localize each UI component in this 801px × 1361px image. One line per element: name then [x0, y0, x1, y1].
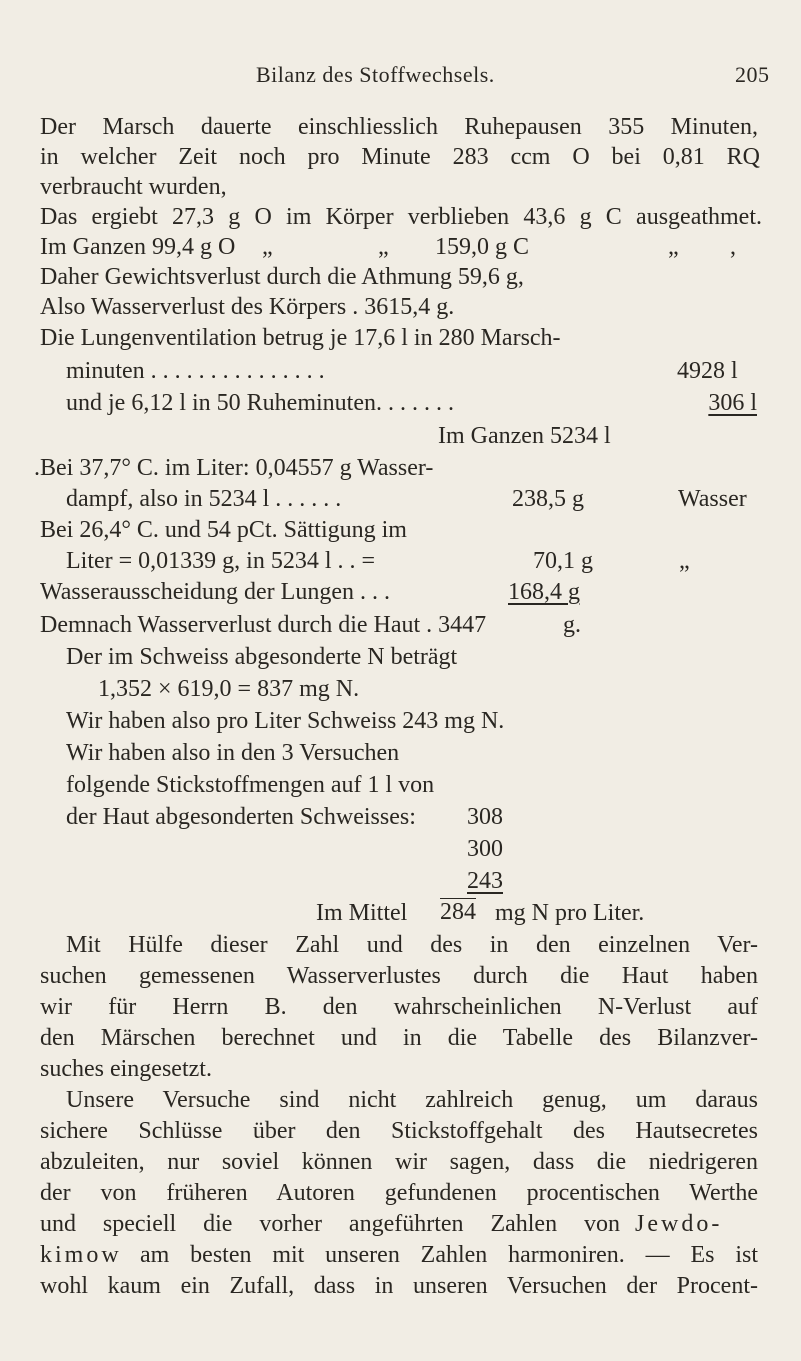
- line-text: g.: [563, 612, 581, 638]
- line-text: sichere Schlüsse über den Stickstoffgehalt des Hautsecretes: [40, 1118, 758, 1144]
- line-text: Der Marsch dauerte einschliesslich Ruhepausen 355 Minuten,: [40, 114, 758, 140]
- line-text: 159,0 g C: [435, 234, 530, 260]
- line-text: verbraucht wurden,: [40, 174, 227, 200]
- line-text: Im Ganzen 99,4 g O: [40, 234, 236, 260]
- line-text: Im Ganzen 5234 l: [438, 423, 611, 449]
- line-value: 243: [467, 868, 503, 894]
- line-text: Mit Hülfe dieser Zahl und des in den einzelnen Ver-: [66, 932, 758, 958]
- line-text: Also Wasserverlust des Körpers . 3615,4 g.: [40, 294, 455, 320]
- line-text: 1,352 × 619,0 = 837 mg N.: [98, 676, 360, 702]
- line-text: Unsere Versuche sind nicht zahlreich genug, um daraus: [66, 1087, 758, 1113]
- line-value: 4928 l: [677, 358, 738, 384]
- line-text: ,: [730, 234, 736, 260]
- line-text: mg N pro Liter.: [495, 900, 645, 926]
- line-text: am besten mit unseren Zahlen harmoniren. — Es ist: [140, 1242, 758, 1268]
- line-value: 168,4 g: [508, 579, 580, 605]
- author-name: kimow: [40, 1242, 122, 1268]
- line-text: folgende Stickstoffmengen auf 1 l von: [66, 772, 435, 798]
- text-line: [0, 1271, 801, 1361]
- line-text: dampf, also in 5234 l . . . . . .: [66, 486, 342, 512]
- line-value: 70,1 g: [533, 548, 593, 574]
- line-value: 308: [467, 804, 503, 830]
- line-text: Wir haben also pro Liter Schweiss 243 mg N.: [66, 708, 505, 734]
- ditto-mark: „: [378, 234, 389, 260]
- ditto-mark: „: [679, 548, 690, 574]
- line-text: in welcher Zeit noch pro Minute 283 ccm O bei 0,81 RQ: [40, 144, 760, 170]
- line-text: Demnach Wasserverlust durch die Haut . 3447: [40, 612, 487, 638]
- line-text: Wir haben also in den 3 Versuchen: [66, 740, 400, 766]
- line-value: 284: [440, 899, 476, 925]
- line-value: 300: [467, 836, 503, 862]
- line-text: Das ergiebt 27,3 g O im Körper verblieben 43,6 g C ausgeathmet.: [40, 204, 762, 230]
- page-number: 205: [735, 62, 770, 87]
- line-text: .Bei 37,7° C. im Liter: 0,04557 g Wasser-: [34, 455, 434, 481]
- line-text: Daher Gewichtsverlust durch die Athmung 59,6 g,: [40, 264, 524, 290]
- ditto-mark: „: [262, 234, 273, 260]
- line-text: Bei 26,4° C. und 54 pCt. Sättigung im: [40, 517, 407, 543]
- line-text: der Haut abgesonderten Schweisses:: [66, 804, 416, 830]
- line-text: Die Lungenventilation betrug je 17,6 l in 280 Marsch-: [40, 325, 561, 351]
- line-text: den Märschen berechnet und in die Tabelle des Bilanzver-: [40, 1025, 758, 1051]
- line-value: 306 l: [708, 390, 757, 416]
- line-text: wohl kaum ein Zufall, dass in unseren Versuchen der Procent-: [40, 1273, 758, 1299]
- line-text: Wasser: [678, 486, 747, 512]
- author-name: Jewdo-: [635, 1211, 723, 1237]
- line-text: und je 6,12 l in 50 Ruheminuten. . . . . . .: [66, 390, 454, 416]
- line-text: Liter = 0,01339 g, in 5234 l . . =: [66, 548, 376, 574]
- line-text: suches eingesetzt.: [40, 1056, 212, 1082]
- line-text: suchen gemessenen Wasserverlustes durch die Haut haben: [40, 963, 758, 989]
- line-text: der von früheren Autoren gefundenen procentischen Werthe: [40, 1180, 758, 1206]
- line-text: abzuleiten, nur soviel können wir sagen, dass die niedrigeren: [40, 1149, 758, 1175]
- line-value: 238,5 g: [512, 486, 584, 512]
- ditto-mark: „: [668, 234, 679, 260]
- line-text: Der im Schweiss abgesonderte N beträgt: [66, 644, 458, 670]
- line-text: minuten . . . . . . . . . . . . . . .: [66, 358, 325, 384]
- line-text: Wasserausscheidung der Lungen . . .: [40, 579, 390, 605]
- running-header: [0, 58, 801, 92]
- line-text: wir für Herrn B. den wahrscheinlichen N-Verlust auf: [40, 994, 758, 1020]
- line-text: Im Mittel: [316, 900, 408, 926]
- running-title: Bilanz des Stoffwechsels.: [256, 62, 495, 87]
- line-text: und speciell die vorher angeführten Zahlen von: [40, 1211, 620, 1237]
